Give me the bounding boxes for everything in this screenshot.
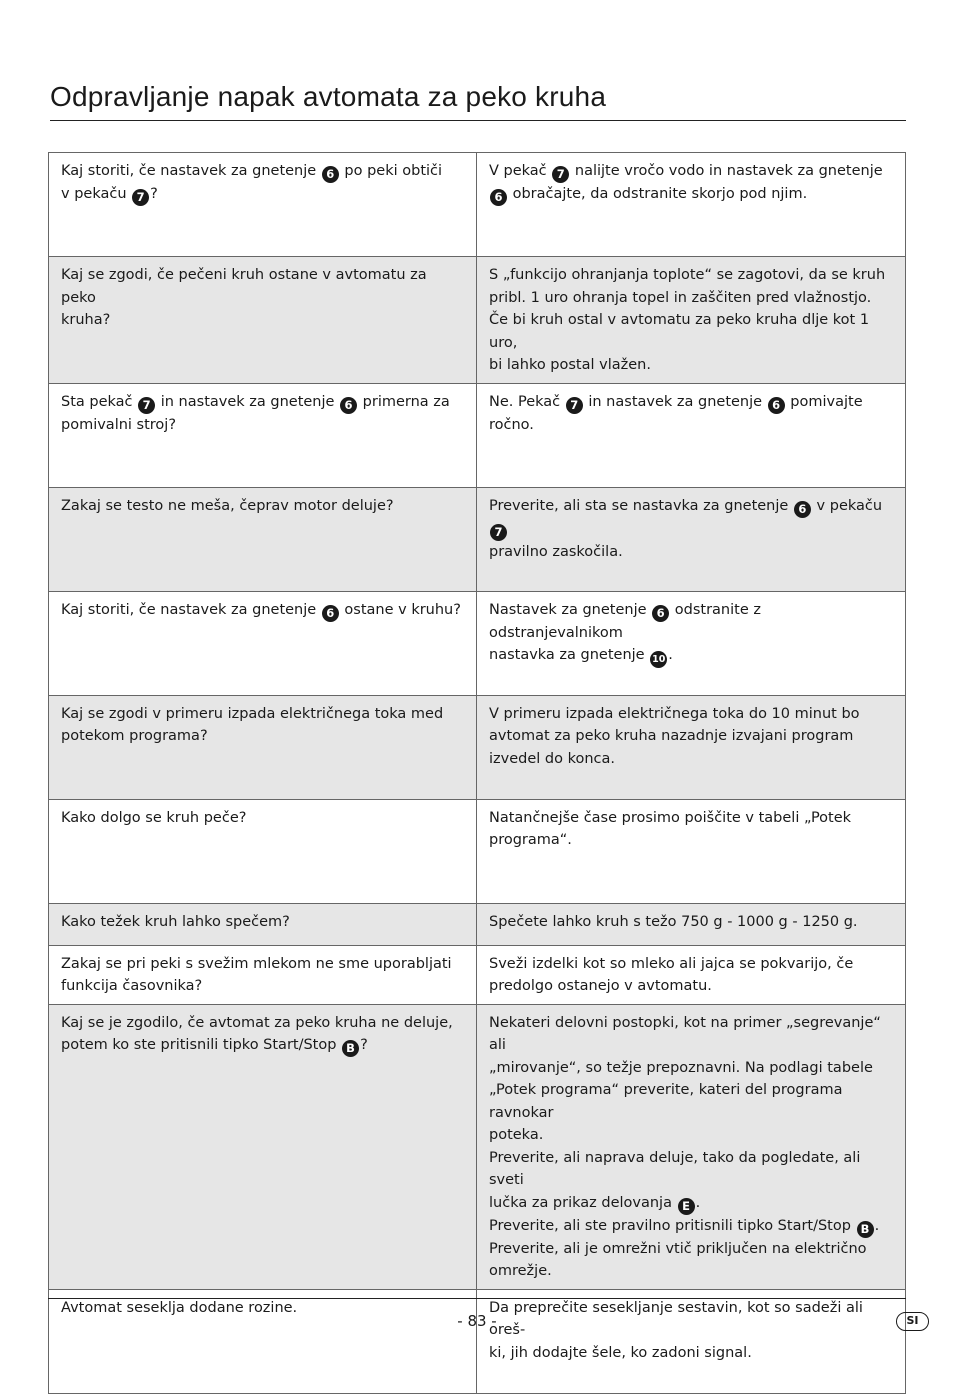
- question-cell: [49, 1004, 477, 1289]
- troubleshooting-table-body: [49, 153, 906, 1394]
- table-row: [49, 945, 906, 1004]
- footer-divider: [48, 1298, 906, 1299]
- answer-text: Natančnejše čase prosimo poiščite v tabeli „Potek programa“.: [489, 809, 852, 848]
- answer-text: Spečete lahko kruh s težo 750 g - 1000 g - 1250 g.: [489, 913, 858, 930]
- question-text: Kaj storiti, če nastavek za gnetenje 6 po peki obtiči v pekaču 7 ?: [61, 163, 443, 204]
- reference-number-icon: E: [678, 1198, 695, 1215]
- question-text: Kaj se zgodi, če pečeni kruh ostane v avtomatu za peko kruha?: [61, 267, 427, 328]
- reference-number-icon: 6: [322, 166, 339, 183]
- table-row: [49, 799, 906, 903]
- troubleshooting-table: [48, 152, 906, 1394]
- answer-cell: [477, 695, 906, 799]
- reference-number-icon: 6: [652, 605, 669, 622]
- table-row: [49, 153, 906, 257]
- question-cell: [49, 383, 477, 487]
- answer-text: Preverite, ali sta se nastavka za gnetenje 6 v pekaču 7 pravilno zaskočila.: [489, 497, 883, 560]
- table-row: [49, 257, 906, 384]
- question-cell: [49, 695, 477, 799]
- question-text: Kaj storiti, če nastavek za gnetenje 6 ostane v kruhu?: [61, 601, 461, 620]
- reference-number-icon: 6: [794, 501, 811, 518]
- reference-number-icon: 7: [138, 397, 155, 414]
- question-cell: [49, 257, 477, 384]
- table-row: [49, 903, 906, 945]
- question-cell: [49, 487, 477, 591]
- table-row: [49, 591, 906, 695]
- reference-number-icon: 7: [552, 166, 569, 183]
- table-row: [49, 1289, 906, 1393]
- reference-number-icon: 6: [490, 189, 507, 206]
- question-text: Zakaj se testo ne meša, čeprav motor deluje?: [61, 497, 394, 514]
- answer-text: V pekač 7 nalijte vročo vodo in nastavek za gnetenje 6 obračajte, da odstranite skorjo pod njim.: [489, 163, 883, 204]
- answer-cell: [477, 257, 906, 384]
- answer-text: Sveži izdelki kot so mleko ali jajca se pokvarijo, če predolgo ostanejo v avtomatu.: [489, 955, 854, 994]
- language-badge: SI: [896, 1312, 929, 1331]
- answer-cell: [477, 903, 906, 945]
- reference-number-icon: 7: [132, 189, 149, 206]
- page-title: Odpravljanje napak avtomata za peko kruha: [50, 80, 906, 121]
- answer-cell: [477, 945, 906, 1004]
- table-row: [49, 1004, 906, 1289]
- answer-cell: [477, 1004, 906, 1289]
- reference-number-icon: 7: [490, 524, 507, 541]
- question-text: Avtomat seseklja dodane rozine.: [61, 1299, 298, 1316]
- reference-number-icon: 6: [322, 605, 339, 622]
- reference-number-icon: B: [857, 1221, 874, 1238]
- question-text: Kaj se zgodi v primeru izpada električnega toka med potekom programa?: [61, 705, 444, 744]
- answer-cell: [477, 153, 906, 257]
- reference-number-icon: 6: [768, 397, 785, 414]
- page-number: - 83 -: [457, 1312, 497, 1330]
- answer-cell: [477, 799, 906, 903]
- question-cell: [49, 799, 477, 903]
- reference-number-icon: B: [342, 1040, 359, 1057]
- question-text: Kako dolgo se kruh peče?: [61, 809, 247, 826]
- answer-text: Nekateri delovni postopki, kot na primer „segrevanje“ ali „mirovanje“, so težje prepoznavni. Na podlagi tabele „Potek programa“ preverite, kateri del programa ravnokar poteka. Preverite, ali naprava deluje, tako da pogledate, ali sveti lučka za prikaz delovanja E . Preverite, ali ste pravilno pritisnili tipko Start/Stop B . Preverite, ali je omrežni vtič priključen na električno omrežje.: [489, 1014, 881, 1279]
- question-cell: [49, 153, 477, 257]
- question-text: Sta pekač 7 in nastavek za gnetenje 6 primerna za pomivalni stroj?: [61, 393, 450, 433]
- question-text: Kako težek kruh lahko spečem?: [61, 913, 290, 930]
- question-text: Kaj se je zgodilo, če avtomat za peko kruha ne deluje, potem ko ste pritisnili tipko Start/Stop B ?: [61, 1014, 453, 1055]
- answer-text: Ne. Pekač 7 in nastavek za gnetenje 6 pomivajte ročno.: [489, 393, 863, 433]
- answer-text: S „funkcijo ohranjanja toplote“ se zagotovi, da se kruh pribl. 1 uro ohranja topel in zaščiten pred vlažnostjo. Če bi kruh ostal v avtomatu za peko kruha dlje kot 1 uro, bi lahko postal vlažen.: [489, 267, 886, 373]
- reference-number-icon: 6: [340, 397, 357, 414]
- answer-cell: [477, 487, 906, 591]
- reference-number-icon: 7: [566, 397, 583, 414]
- answer-cell: [477, 383, 906, 487]
- answer-text: V primeru izpada električnega toka do 10 minut bo avtomat za peko kruha nazadnje izvajani program izvedel do konca.: [489, 705, 860, 767]
- answer-text: Da preprečite sesekljanje sestavin, kot so sadeži ali oreš- ki, jih dodajte šele, ko zadoni signal.: [489, 1299, 863, 1361]
- table-row: [49, 487, 906, 591]
- answer-text: Nastavek za gnetenje 6 odstranite z odstranjevalnikom nastavka za gnetenje 10 .: [489, 599, 895, 669]
- question-text: Zakaj se pri peki s svežim mlekom ne sme uporabljati funkcija časovnika?: [61, 955, 452, 994]
- question-cell: [49, 591, 477, 695]
- table-row: [49, 695, 906, 799]
- answer-cell: [477, 591, 906, 695]
- answer-cell: [477, 1289, 906, 1393]
- table-row: [49, 383, 906, 487]
- question-cell: [49, 1289, 477, 1393]
- reference-number-icon: 10: [650, 651, 667, 668]
- question-cell: [49, 945, 477, 1004]
- question-cell: [49, 903, 477, 945]
